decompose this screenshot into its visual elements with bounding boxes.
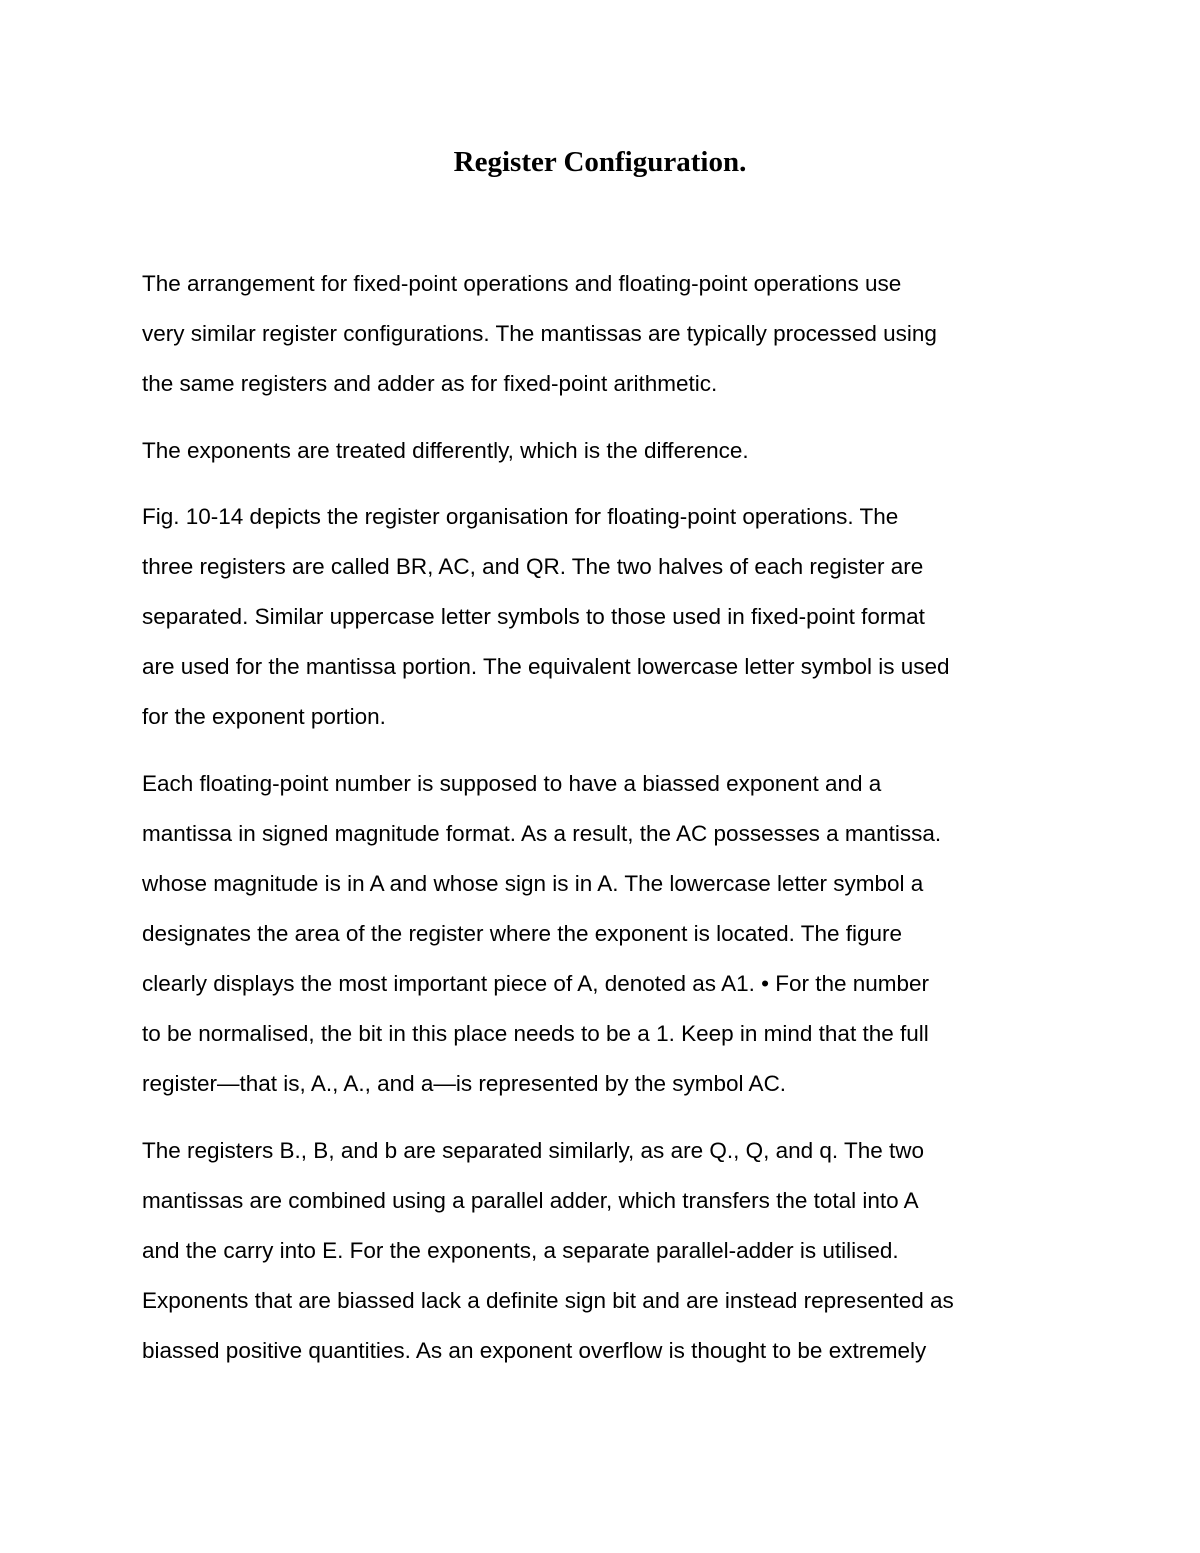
paragraph-line: clearly displays the most important piece of A, denoted as A1. • For the number <box>142 971 930 996</box>
paragraph-line: Fig. 10-14 depicts the register organisation for floating-point operations. The <box>142 504 899 529</box>
paragraph-line: three registers are called BR, AC, and QR. The two halves of each register are <box>142 554 924 579</box>
paragraph-line: to be normalised, the bit in this place needs to be a 1. Keep in mind that the full <box>142 1021 929 1046</box>
paragraph-line: very similar register configurations. The mantissas are typically processed using <box>142 321 937 346</box>
paragraph-line: biassed positive quantities. As an exponent overflow is thought to be extremely <box>142 1338 927 1363</box>
document-title: Register Configuration. <box>453 146 747 178</box>
paragraph-line: The arrangement for fixed-point operations and floating-point operations use <box>142 271 902 296</box>
paragraph-line: The exponents are treated differently, which is the difference. <box>142 438 749 463</box>
paragraph-line: and the carry into E. For the exponents, a separate parallel-adder is utilised. <box>142 1238 899 1263</box>
paragraph-line: mantissas are combined using a parallel adder, which transfers the total into A <box>142 1188 919 1213</box>
paragraph-line: for the exponent portion. <box>142 704 386 729</box>
paragraph-line: Each floating-point number is supposed to have a biassed exponent and a <box>142 771 882 796</box>
paragraph-line: are used for the mantissa portion. The equivalent lowercase letter symbol is used <box>142 654 950 679</box>
paragraph-line: register—that is, A., A., and a—is represented by the symbol AC. <box>142 1071 787 1096</box>
paragraph-line: designates the area of the register where the exponent is located. The figure <box>142 921 903 946</box>
paragraph-line: mantissa in signed magnitude format. As a result, the AC possesses a mantissa. <box>142 821 942 846</box>
paragraph-line: The registers B., B, and b are separated similarly, as are Q., Q, and q. The two <box>142 1138 925 1163</box>
paragraph-line: Exponents that are biassed lack a definite sign bit and are instead represented as <box>142 1288 954 1313</box>
paragraph-line: whose magnitude is in A and whose sign is in A. The lowercase letter symbol a <box>142 871 924 896</box>
paragraph-line: separated. Similar uppercase letter symbols to those used in fixed-point format <box>142 604 925 629</box>
paragraph-line: the same registers and adder as for fixed-point arithmetic. <box>142 371 718 396</box>
